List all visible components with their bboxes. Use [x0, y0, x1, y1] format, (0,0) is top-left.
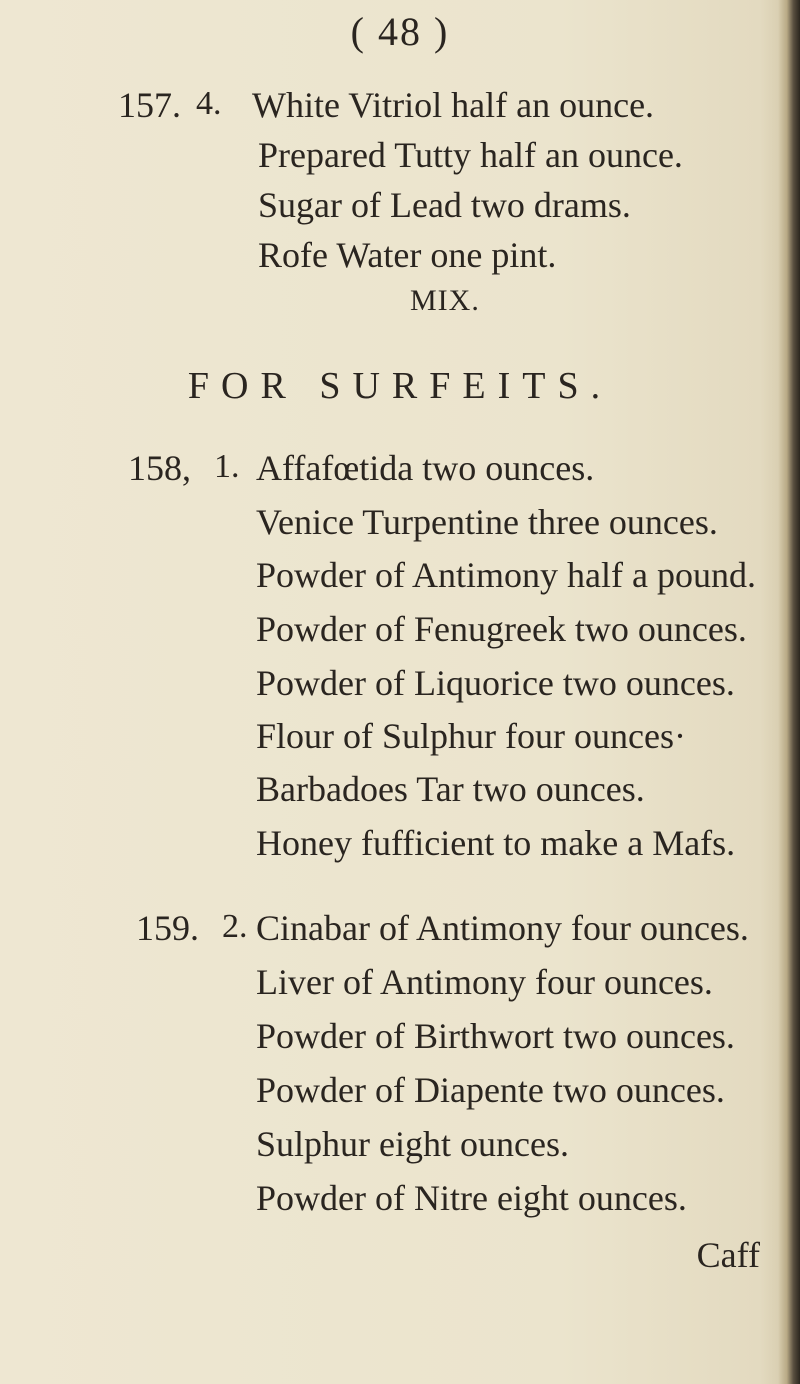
ingredient-line: Sulphur eight ounces.	[256, 1124, 569, 1164]
ingredient-line: Prepared Tutty half an ounce.	[258, 135, 683, 175]
recipe-variant-159: 2.	[222, 908, 248, 945]
ingredient-line: Powder of Nitre eight ounces.	[256, 1178, 687, 1218]
recipe-variant-158: 1.	[214, 448, 240, 485]
book-gutter-edge	[778, 0, 800, 1384]
ingredient-line: Powder of Diapente two ounces.	[256, 1070, 725, 1110]
ingredient-line: Barbadoes Tar two ounces.	[256, 769, 645, 809]
ingredient-line: White Vitriol half an ounce.	[252, 85, 655, 125]
section-heading: FOR SURFEITS.	[187, 365, 613, 407]
catchword: Caff	[696, 1235, 760, 1275]
ingredient-line: Honey fufficient to make a Mafs.	[256, 823, 736, 863]
ingredient-line: Flour of Sulphur four ounces·	[256, 716, 686, 756]
ingredient-line: Cinabar of Antimony four ounces.	[256, 908, 749, 948]
ingredient-line: Powder of Antimony half a pound.	[256, 555, 756, 595]
ingredient-line: Powder of Birthwort two ounces.	[256, 1016, 735, 1056]
ingredient-line: Liver of Antimony four ounces.	[256, 962, 713, 1002]
recipe-number-157: 157.	[118, 85, 181, 125]
ingredient-line: Powder of Fenugreek two ounces.	[256, 609, 747, 649]
page-number: ( 48 )	[350, 9, 450, 54]
ingredient-line: Affafœtida two ounces.	[256, 448, 595, 488]
recipe-number-158: 158,	[128, 448, 191, 488]
ingredient-line: Rofe Water one pint.	[258, 235, 557, 275]
recipe-variant-157: 4.	[196, 85, 222, 122]
ingredient-line: Venice Turpentine three ounces.	[256, 502, 718, 542]
ingredient-line: Powder of Liquorice two ounces.	[256, 663, 735, 703]
recipe-number-159: 159.	[136, 908, 199, 948]
ingredient-line: Sugar of Lead two drams.	[258, 185, 631, 225]
mix-instruction: MIX.	[410, 284, 480, 317]
